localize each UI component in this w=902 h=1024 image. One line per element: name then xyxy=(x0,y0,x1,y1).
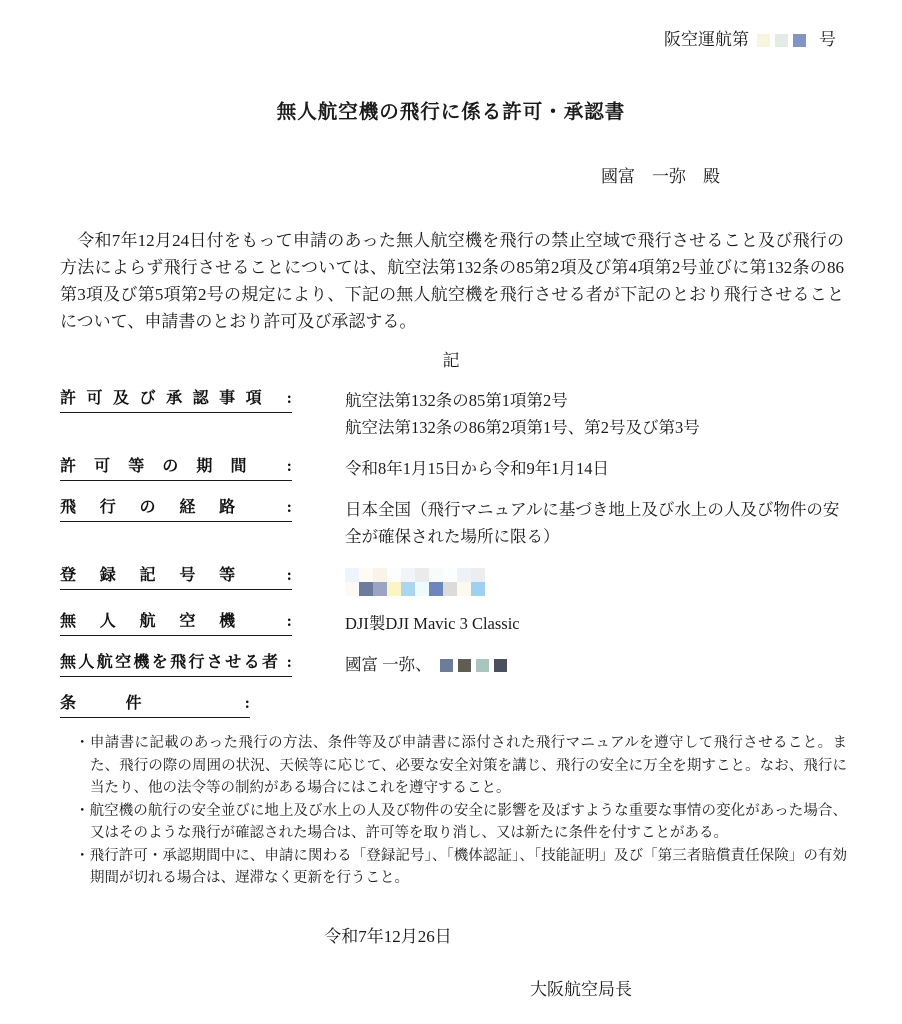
field-label: 飛行の経路 : xyxy=(60,496,292,522)
body-paragraph: 令和7年12月24日付をもって申請のあった無人航空機を飛行の禁止空域で飛行させること及び飛行の方法によらず飛行させることについては、航空法第132条の85第2項及び第4項第2号並びに第132条の86第3項及び第5項第2号の規定により、下記の無人航空機を飛行させる者が下記のとおり飛行させることについて、申請書のとおり許可及び承認する。 xyxy=(60,231,844,331)
field-value xyxy=(345,387,842,441)
field-value xyxy=(345,651,842,678)
issuer-signature: 大阪航空局長 xyxy=(530,979,632,999)
document-title: 無人航空機の飛行に係る許可・承認書 xyxy=(276,102,626,123)
field-row-flight-route xyxy=(60,496,842,550)
field-row-conditions xyxy=(60,692,842,718)
field-value xyxy=(345,496,842,550)
registration-redaction xyxy=(345,564,842,596)
field-label: 許可等の期間 : xyxy=(60,455,292,481)
field-label: 無人航空機を飛行させる者 : xyxy=(60,651,292,677)
field-value-line: 航空法第132条の86第2項第1号、第2号及び第3号 xyxy=(345,418,700,437)
field-value-line: 令和8年1月15日から令和9年1月14日 xyxy=(345,459,609,478)
field-row-permission-items xyxy=(60,387,842,441)
fields-section xyxy=(60,387,842,718)
field-value xyxy=(345,564,842,596)
field-row-permit-period xyxy=(60,455,842,482)
conditions-list xyxy=(75,732,847,890)
condition-item: ・航空機の航行の安全並びに地上及び水上の人及び物件の安全に影響を及ぼすような重要な事情の変化があった場合、又はそのような飛行が確認された場合は、許可等を取り消し、又は新たに条件を付すことがある。 xyxy=(75,802,847,841)
doc-number-suffix: 号 xyxy=(819,30,836,49)
issue-date: 令和7年12月26日 xyxy=(324,926,452,946)
doc-number-prefix: 阪空運航第 xyxy=(664,30,749,49)
operator-name: 國富 一弥、 xyxy=(345,655,432,674)
field-label: 条件 : xyxy=(60,692,250,718)
field-row-registration-mark xyxy=(60,564,842,596)
operator-redaction xyxy=(440,659,512,672)
field-row-operator xyxy=(60,651,842,678)
doc-number xyxy=(0,0,902,51)
field-value xyxy=(345,455,842,482)
field-value xyxy=(345,610,842,637)
field-row-uav-model xyxy=(60,610,842,637)
field-label: 登録記号等 : xyxy=(60,564,292,590)
field-value-line: 日本全国（飛行マニュアルに基づき地上及び水上の人及び物件の安全が確保された場所に限る） xyxy=(345,500,840,546)
condition-item: ・飛行許可・承認期間中に、申請に関わる「登録記号」、「機体認証」、「技能証明」及び「第三者賠償責任保険」の有効期間が切れる場合は、遅滞なく更新を行うこと。 xyxy=(75,847,847,886)
record-marker: 記 xyxy=(442,351,460,370)
field-label: 無人航空機 : xyxy=(60,610,292,636)
condition-item: ・申請書に記載のあった飛行の方法、条件等及び申請書に添付された飛行マニュアルを遵守して飛行させること。また、飛行の際の周囲の状況、天候等に応じて、必要な安全対策を講じ、飛行の安全に万全を期すこと。なお、飛行に当たり、他の法令等の制約がある場合にはこれを遵守すること。 xyxy=(75,735,847,796)
field-label: 許可及び承認事項 : xyxy=(60,387,292,413)
doc-number-redaction xyxy=(757,34,811,47)
addressee: 國富 一弥 殿 xyxy=(601,167,720,186)
field-value-line: DJI製DJI Mavic 3 Classic xyxy=(345,614,520,633)
field-value-line: 航空法第132条の85第1項第2号 xyxy=(345,391,568,410)
